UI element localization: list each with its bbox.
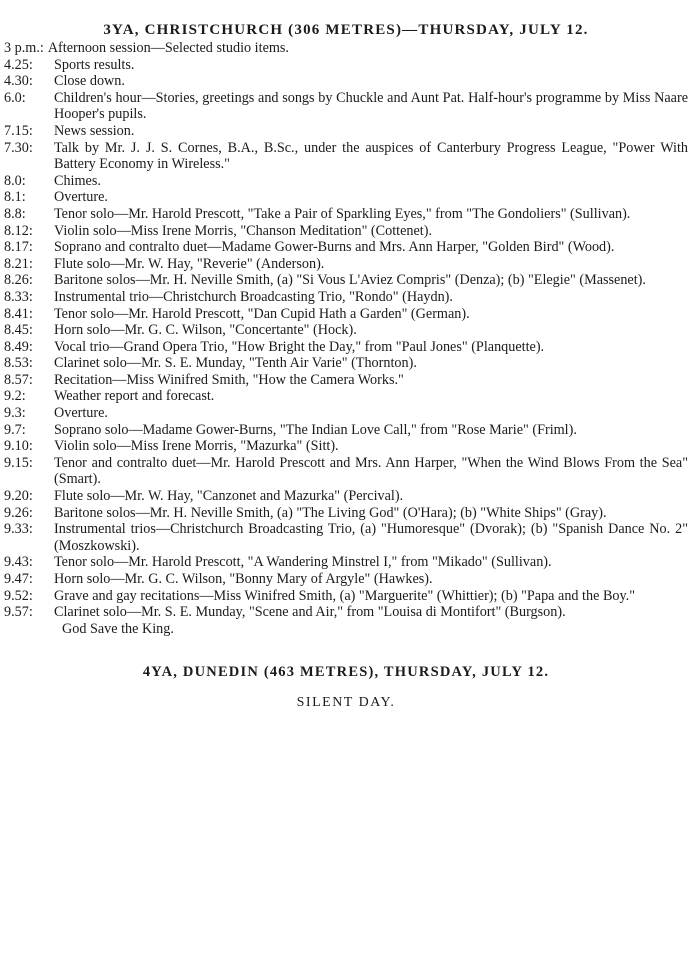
- schedule-entry: [4, 256, 688, 273]
- entry-text: Overture.: [54, 405, 108, 422]
- entry-time: 9.57:: [4, 604, 33, 621]
- entry-text: Afternoon session—Selected studio items.: [47, 40, 289, 56]
- schedule-entry: [4, 40, 688, 57]
- entry-text: Weather report and forecast.: [54, 388, 215, 405]
- schedule-entry: [4, 604, 688, 621]
- schedule-entry: [4, 173, 688, 190]
- entry-text: Talk by Mr. J. J. S. Cornes, B.A., B.Sc., under the auspices of Canterbury Progress League, "Power With Battery Economy in Wireless.": [54, 139, 688, 173]
- entry-text: Baritone solos—Mr. H. Neville Smith, (a) "The Living God" (O'Hara); (b) "White Ships" (Gray).: [54, 504, 607, 521]
- entry-time: 9.3:: [4, 405, 26, 422]
- entry-time: 8.1:: [4, 189, 26, 206]
- silent-day-note: SILENT DAY.: [296, 695, 396, 711]
- entry-time: 8.45:: [4, 322, 33, 339]
- station-4ya-heading: 4YA, DUNEDIN (463 METRES), THURSDAY, JULY 12.: [142, 664, 550, 681]
- schedule-entry: [4, 306, 688, 323]
- entry-text: Children's hour—Stories, greetings and songs by Chuckle and Aunt Pat. Half-hour's programme by Miss Naare Hooper's pupils.: [54, 89, 688, 123]
- station-3ya-schedule: [4, 40, 688, 637]
- entry-time: 9.10:: [4, 438, 33, 455]
- entry-text: Grave and gay recitations—Miss Winifred Smith, (a) "Marguerite" (Whittier); (b) "Papa and the Boy.": [54, 587, 636, 604]
- schedule-entry: [4, 239, 688, 256]
- schedule-entry: [4, 505, 688, 522]
- entry-time: 9.52:: [4, 587, 33, 604]
- entry-time: 9.43:: [4, 554, 33, 571]
- schedule-entry: [4, 521, 688, 554]
- entry-text: Baritone solos—Mr. H. Neville Smith, (a) "Si Vous L'Aviez Compris" (Denza); (b) "Elegie" (Massenet).: [54, 272, 646, 289]
- schedule-entry: [4, 438, 688, 455]
- entry-text: Close down.: [54, 73, 125, 90]
- entry-time: 8.17:: [4, 239, 33, 256]
- entry-text: Vocal trio—Grand Opera Trio, "How Bright the Day," from "Paul Jones" (Planquette).: [54, 338, 545, 355]
- schedule-entry: [4, 272, 688, 289]
- entry-time: 3 p.m.:: [4, 40, 44, 56]
- entry-time: 4.25:: [4, 56, 33, 73]
- entry-time: 8.21:: [4, 255, 33, 272]
- entry-time: 7.30:: [4, 139, 33, 156]
- entry-time: 9.26:: [4, 504, 33, 521]
- schedule-entry: [4, 223, 688, 240]
- schedule-entry: [4, 339, 688, 356]
- entry-time: 8.8:: [4, 205, 26, 222]
- entry-time: 9.7:: [4, 421, 26, 438]
- station-3ya-heading: 3YA, CHRISTCHURCH (306 METRES)—THURSDAY, JULY 12.: [103, 22, 589, 38]
- entry-time: 8.12:: [4, 222, 33, 239]
- schedule-entry: [4, 140, 688, 173]
- entry-text: Tenor solo—Mr. Harold Prescott, "Dan Cupid Hath a Garden" (German).: [54, 305, 470, 322]
- entry-text: Instrumental trio—Christchurch Broadcasting Trio, "Rondo" (Haydn).: [54, 288, 453, 305]
- entry-text: Sports results.: [54, 56, 135, 73]
- entry-time: 4.30:: [4, 73, 33, 90]
- closing-line: God Save the King.: [62, 620, 174, 637]
- entry-text: Tenor solo—Mr. Harold Prescott, "Take a Pair of Sparkling Eyes," from "The Gondoliers" (Sullivan).: [54, 205, 631, 222]
- schedule-entry: [4, 455, 688, 488]
- schedule-entry: [4, 355, 688, 372]
- entry-time: 8.53:: [4, 355, 33, 372]
- entry-text: Soprano solo—Madame Gower-Burns, "The Indian Love Call," from "Rose Marie" (Friml).: [54, 421, 577, 438]
- entry-text: Clarinet solo—Mr. S. E. Munday, "Tenth Air Varie" (Thornton).: [54, 355, 417, 372]
- entry-text: Tenor solo—Mr. Harold Prescott, "A Wandering Minstrel I," from "Mikado" (Sullivan).: [54, 554, 552, 571]
- schedule-entry: [4, 322, 688, 339]
- entry-text: Overture.: [54, 189, 108, 206]
- entry-text: Violin solo—Miss Irene Morris, "Mazurka" (Sitt).: [54, 438, 339, 455]
- entry-text: Horn solo—Mr. G. C. Wilson, "Bonny Mary of Argyle" (Hawkes).: [54, 571, 433, 587]
- schedule-entry: [4, 90, 688, 123]
- schedule-entry: [4, 123, 688, 140]
- entry-time: 8.0:: [4, 172, 26, 189]
- entry-text: Recitation—Miss Winifred Smith, "How the Camera Works.": [54, 371, 404, 388]
- entry-time: 8.33:: [4, 288, 33, 305]
- entry-time: 9.33:: [4, 521, 33, 538]
- entry-text: Instrumental trios—Christchurch Broadcasting Trio, (a) "Humoresque" (Dvorak); (b) "Spanish Dance No. 2" (Moszkowski).: [54, 521, 688, 554]
- entry-text: Soprano and contralto duet—Madame Gower-Burns and Mrs. Ann Harper, "Golden Bird" (Wood).: [54, 239, 615, 256]
- schedule-entry: [4, 189, 688, 206]
- entry-time: 9.20:: [4, 488, 33, 505]
- schedule-entry: [4, 488, 688, 505]
- entry-time: 7.15:: [4, 122, 33, 139]
- schedule-entry: [4, 571, 688, 588]
- schedule-entry: [4, 57, 688, 74]
- entry-text: Clarinet solo—Mr. S. E. Munday, "Scene and Air," from "Louisa di Montifort" (Burgson).: [54, 604, 566, 621]
- entry-time: 6.0:: [4, 89, 26, 106]
- schedule-entry: [4, 405, 688, 422]
- entry-text: Chimes.: [54, 172, 101, 189]
- schedule-entry: [4, 588, 688, 605]
- schedule-entry: [4, 388, 688, 405]
- entry-text: Tenor and contralto duet—Mr. Harold Prescott and Mrs. Ann Harper, "When the Wind Blows From the Sea" (Smart).: [54, 454, 688, 488]
- entry-text: Flute solo—Mr. W. Hay, "Canzonet and Mazurka" (Percival).: [54, 488, 404, 505]
- schedule-entry: [4, 372, 688, 389]
- entry-text: News session.: [54, 122, 135, 139]
- schedule-entry: [4, 289, 688, 306]
- schedule-entry: [4, 422, 688, 439]
- schedule-entry: [4, 73, 688, 90]
- schedule-entry: [4, 206, 688, 223]
- entry-time: 9.47:: [4, 571, 33, 587]
- entry-text: Horn solo—Mr. G. C. Wilson, "Concertante" (Hock).: [54, 322, 357, 339]
- entry-text: Violin solo—Miss Irene Morris, "Chanson Meditation" (Cottenet).: [54, 222, 432, 239]
- entry-time: 9.2:: [4, 388, 26, 405]
- entry-time: 8.57:: [4, 371, 33, 388]
- entry-time: 8.41:: [4, 305, 33, 322]
- entry-time: 9.15:: [4, 454, 33, 471]
- entry-time: 8.26:: [4, 272, 33, 289]
- schedule-entry: [4, 554, 688, 571]
- entry-time: 8.49:: [4, 338, 33, 355]
- entry-text: Flute solo—Mr. W. Hay, "Reverie" (Anderson).: [54, 255, 325, 272]
